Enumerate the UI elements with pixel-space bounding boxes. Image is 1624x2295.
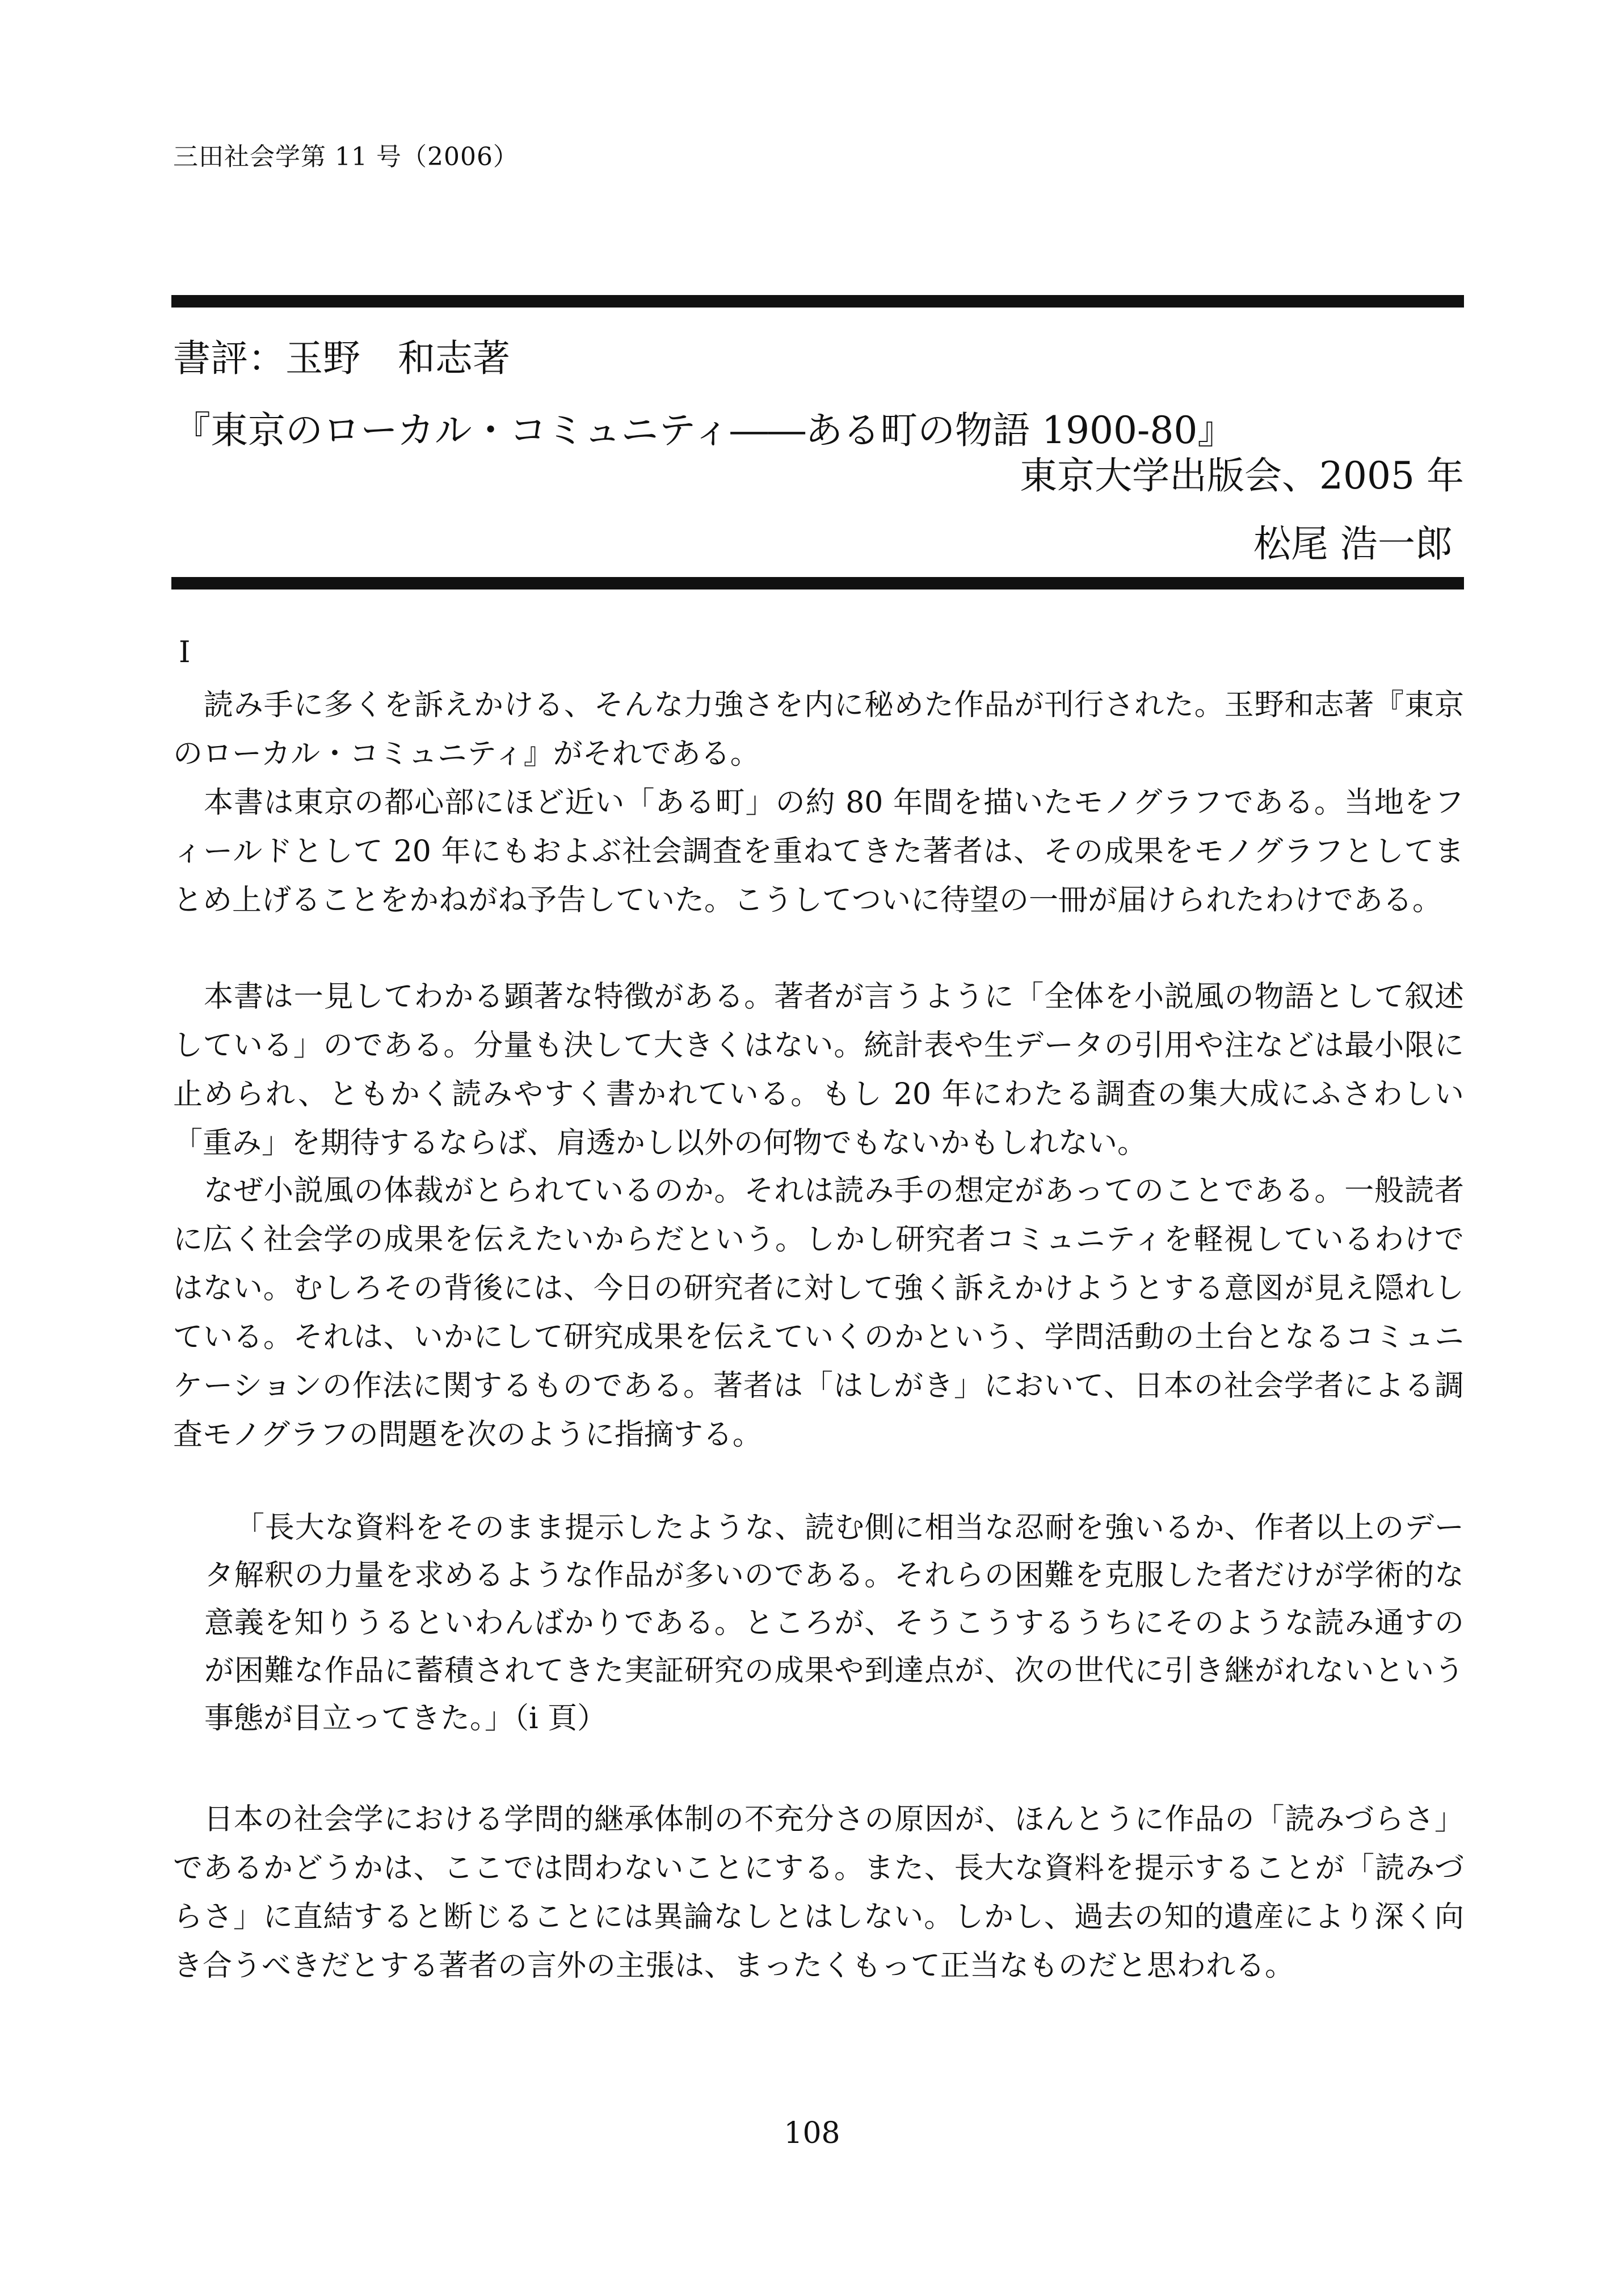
paragraph-2: 本書は東京の都心部にほど近い「ある町」の約 80 年間を描いたモノグラフである。当地をフィールドとして 20 年にもおよぶ社会調査を重ねてきた著者は、その成果をモノグラフとしてまとめ上げることをかねがね予告していた。こうしてついに待望の一冊が届けられたわけである。 [173,786,1464,917]
paragraph-1: 読み手に多くを訴えかける、そんな力強さを内に秘めた作品が刊行された。玉野和志著『東京のローカル・コミュニティ』がそれである。 [173,688,1464,771]
bottom-rule [171,577,1464,589]
page-number: 108 [784,2116,840,2150]
book-title: 『東京のローカル・コミュニティ――ある町の物語 1900-80』 [173,409,1235,452]
section-number: I [179,635,191,669]
journal-header: 三田社会学第 11 号（2006） [173,142,519,171]
paragraph-4: なぜ小説風の体裁がとられているのか。それは読み手の想定があってのことである。一般読者に広く社会学の成果を伝えたいからだという。しかし研究者コミュニティを軽視しているわけではない。むしろその背後には、今日の研究者に対して強く訴えかけようとする意図が見え隠れしている。それは、いかにして研究成果を伝えていくのかという、学問活動の土台となるコミュニケーションの作法に関するものである。著者は「はしがき」において、日本の社会学者による調査モノグラフの問題を次のように指摘する。 [173,1174,1464,1452]
top-rule [171,295,1464,308]
block-quote: 「長大な資料をそのまま提示したような、読む側に相当な忍耐を強いるか、作者以上のデータ解釈の力量を求めるような作品が多いのである。それらの困難を克服した者だけが学術的な意義を知りうるといわんばかりである。ところが、そうこうするうちにそのような読み通すのが困難な作品に蓄積されてきた実証研究の成果や到達点が、次の世代に引き継がれないという事態が目立ってきた。」（i 頁） [204,1511,1464,1736]
reviewer-name: 松尾 浩一郎 [1253,522,1453,566]
paragraph-5: 日本の社会学における学問的継承体制の不充分さの原因が、ほんとうに作品の「読みづらさ」であるかどうかは、ここでは問わないことにする。また、長大な資料を提示することが「読みづらさ」に直結すると断じることには異論なしとはしない。しかし、過去の知的遺産により深く向き合うべきだとする著者の言外の主張は、まったくもって正当なものだと思われる。 [173,1803,1464,1983]
publisher: 東京大学出版会、2005 年 [1020,454,1464,498]
review-label: 書評：玉野 和志著 [173,336,510,380]
paragraph-3: 本書は一見してわかる顕著な特徴がある。著者が言うように「全体を小説風の物語として叙述している」のである。分量も決して大きくはない。統計表や生データの引用や注などは最小限に止められ、ともかく読みやすく書かれている。もし 20 年にわたる調査の集大成にふさわしい「重み」を期待するならば、肩透かし以外の何物でもないかもしれない。 [173,980,1464,1160]
